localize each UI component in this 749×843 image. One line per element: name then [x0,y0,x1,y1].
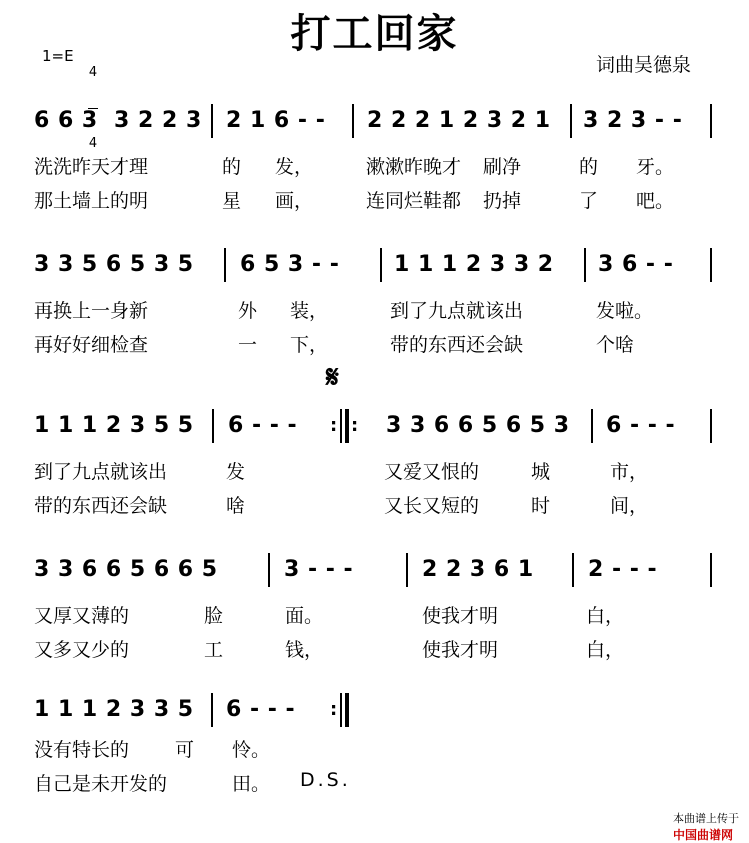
measure-notes: 3 6 - - [598,252,674,277]
site-logo: 中国曲谱网 [673,828,734,842]
time-signature-bottom: 4 [88,136,98,151]
lyric: 怜。 [232,739,271,761]
measure-notes: 1 1 1 2 3 3 5 [34,697,194,722]
measure-notes: 1 1 1 2 3 5 5 [34,413,194,438]
lyric: 工 [204,639,224,661]
lyric: 到了九点就该出 [34,461,168,483]
lyric: 发啦。 [596,300,654,322]
measure-notes: 3 3 6 6 5 6 6 5 [34,557,218,582]
upload-credit [666,797,739,843]
lyric: 白， [586,639,625,661]
lyric: 刷净 [483,156,522,178]
lyric: 又厚又薄的 [34,605,130,627]
repeat-dots: : [330,699,338,720]
lyric: 时 [531,495,551,517]
lyric: 画， [275,190,314,212]
lyric: 使我才明 [422,605,499,627]
time-signature-top: 4 [88,65,98,80]
time-signature [86,38,100,165]
lyric: 面。 [285,605,324,627]
lyric: 洗洗昨天才理 [34,156,149,178]
lyric: 钱， [285,639,324,661]
lyric: 再换上一身新 [34,300,149,322]
measure-notes: 3 3 5 6 5 3 5 [34,252,194,277]
lyric: 那土墙上的明 [34,190,149,212]
lyric: 再好好细检查 [34,334,149,356]
lyric: 田。 [232,773,271,795]
lyric: 使我才明 [422,639,499,661]
key-signature: 1=E [42,47,74,65]
measure-notes: 6 5 3 - - [240,252,340,277]
lyric: 一 [238,334,258,356]
lyric: 发， [275,156,314,178]
measure-notes: 6 - - - [606,413,676,438]
lyric: 连同烂鞋都 [366,190,462,212]
measure-notes: 3 2 3 - - [583,108,683,133]
measure-notes: 6 6 3 3 2 2 3 [34,108,202,133]
da-segno: D.S. [300,769,351,791]
lyric: 的 [579,156,599,178]
composer-credit: 词曲吴德泉 [596,54,692,76]
lyric: 城 [531,461,551,483]
lyric: 下， [290,334,329,356]
lyric: 外 [238,300,258,322]
lyric: 没有特长的 [34,739,130,761]
lyric: 个啥 [596,334,635,356]
measure-notes: 3 - - - [284,557,354,582]
measure-notes: 2 1 6 - - [226,108,326,133]
lyric: 带的东西还会缺 [34,495,168,517]
lyric: 漱漱昨晚才 [366,156,462,178]
lyric: 白， [586,605,625,627]
segno-sign: 𝄋 [326,360,339,395]
lyric: 带的东西还会缺 [390,334,524,356]
song-title: 打工回家 [290,11,459,57]
lyric: 的 [222,156,242,178]
repeat-dots: : [330,415,338,436]
measure-notes: 3 3 6 6 5 6 5 3 [386,413,570,438]
lyric: 啥 [226,495,246,517]
lyric: 自己是未开发的 [34,773,168,795]
lyric: 市， [610,461,649,483]
measure-notes: 2 2 2 1 2 3 2 1 [367,108,551,133]
measure-notes: 6 - - - [226,697,296,722]
lyric: 扔掉 [483,190,522,212]
lyric: 间， [610,495,649,517]
lyric: 到了九点就该出 [390,300,524,322]
lyric: 又多又少的 [34,639,130,661]
lyric: 脸 [204,605,224,627]
lyric: 牙。 [636,156,675,178]
measure-notes: 1 1 1 2 3 3 2 [394,252,554,277]
lyric: 星 [222,190,242,212]
lyric: 又长又短的 [384,495,480,517]
lyric: 可 [175,739,195,761]
lyric: 发 [226,461,246,483]
lyric: 吧。 [636,190,675,212]
lyric: 了 [579,190,599,212]
lyric: 装， [290,300,329,322]
measure-notes: 6 - - - [228,413,298,438]
lyric: 又爱又恨的 [384,461,480,483]
measure-notes: 2 - - - [588,557,658,582]
measure-notes: 2 2 3 6 1 [422,557,534,582]
repeat-dots: : [351,415,359,436]
upload-text: 本曲谱上传于 [673,812,739,825]
